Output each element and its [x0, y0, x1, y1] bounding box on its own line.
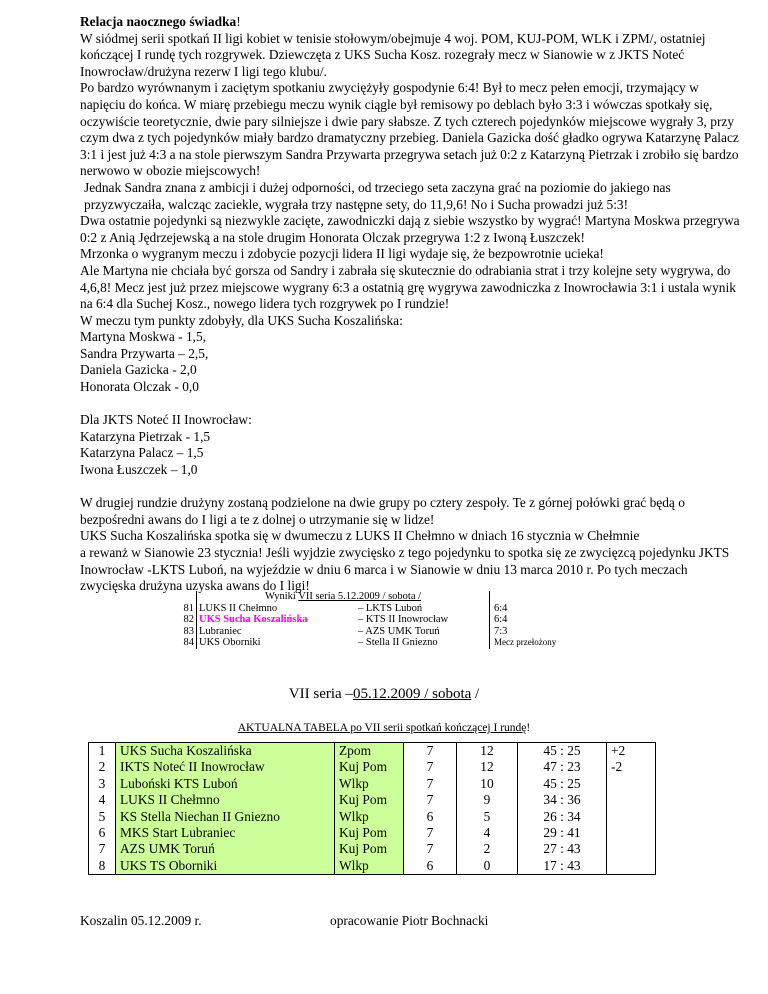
- match-score: 7:3: [490, 626, 577, 638]
- standings-position: 5: [89, 809, 116, 825]
- match-number: 84: [172, 637, 197, 649]
- home-points-title: W meczu tym punkty zdobyły, dla UKS Sucha Koszalińska:: [80, 312, 403, 328]
- standings-sets: 45 : 25: [518, 743, 607, 760]
- away-player-points: Katarzyna Palacz – 1,5: [80, 445, 204, 461]
- match-score: 6:4: [490, 603, 577, 615]
- standings-diff: [607, 776, 656, 792]
- standings-diff: [607, 825, 656, 841]
- standings-team: IKTS Noteć II Inowrocław: [116, 759, 335, 775]
- standings-position: 3: [89, 776, 116, 792]
- away-team: – LKTS Luboń: [358, 602, 423, 614]
- away-team: – KTS II Inowrocław: [358, 614, 449, 626]
- home-player-points: Martyna Moskwa - 1,5,: [80, 329, 207, 345]
- report-paragraph-2: Po bardzo wyrównanym i zaciętym spotkaniu zwyciężyły gospodynie 6:4! Był to mecz pełen emocji, trzymający w napięciu do końca. W miarę przebiegu meczu wynik ciągle był remisowy po deblach było 3:3 i wówczas spotkały się, oczywiście teoretycznie, dwie pary silniejsze i dwie pary słabsze. Z tych czterech pojedynków miejscowe wygrały 3, przy czym dwa z tych pojedynków miały bardzo dramatyczny przebieg. Daniela Gazicka dość gładko ogrywa Katarzynę Palacz 3:1 i jest już 4:3 a na stole pierwszym Sandra Przywarta przegrywa setach już 0:2 z Katarzyną Pietrzak i zrobiło się bardzo nerwowo w obozie miejscowych!: [80, 80, 739, 179]
- home-player-points: Honorata Olczak - 0,0: [80, 379, 199, 395]
- home-player-points: Daniela Gazicka - 2,0: [80, 362, 197, 378]
- match-score: Mecz przełożony: [490, 637, 577, 649]
- standings-row: [89, 776, 656, 792]
- standings-diff: -2: [607, 759, 656, 775]
- results-table: [172, 591, 576, 649]
- standings-region: Zpom: [335, 743, 404, 760]
- standings-row: [89, 809, 656, 825]
- home-points-section: [80, 313, 740, 396]
- away-points-section: [80, 412, 740, 478]
- standings-row: [89, 825, 656, 841]
- author: opracowanie Piotr Bochnacki: [330, 913, 489, 928]
- report-heading-line: [80, 14, 740, 31]
- results-box: [172, 591, 576, 647]
- standings-diff: +2: [607, 743, 656, 760]
- standings-diff: [607, 858, 656, 875]
- match-number: 82: [172, 614, 197, 626]
- standings-sets: 47 : 23: [518, 759, 607, 775]
- second-round-paragraph-3: a rewanż w Sianowie 23 stycznia! Jeśli wyjdzie zwycięsko z tego pojedynku to spotka się ze zwycięzcą pojedynku JKTS Inowrocław -LKTS Luboń, na wyjeździe w dniu 6 marca i w Sianowie w dniu 13 marca 2010 r. Po tych meczach zwycięska drużyna uzyska awans do I ligi!: [80, 545, 730, 594]
- standings-diff: [607, 809, 656, 825]
- report-heading: Relacja naocznego świadka: [80, 14, 237, 29]
- standings-position: 7: [89, 841, 116, 857]
- standings-games: 7: [404, 759, 457, 775]
- standings-region: Kuj Pom: [335, 792, 404, 808]
- standings-points: 0: [457, 858, 518, 875]
- series-heading: VII seria –05.12.2009 / sobota /: [288, 686, 480, 702]
- standings-region: Kuj Pom: [335, 825, 404, 841]
- second-round-paragraph-2: UKS Sucha Koszalińska spotka się w dwumeczu z LUKS II Chełmno w dniach 16 stycznia w Chełmnie: [80, 528, 640, 544]
- standings-points: 2: [457, 841, 518, 857]
- standings-sets: 26 : 34: [518, 809, 607, 825]
- home-team: LUKS II Chełmno: [199, 602, 278, 614]
- home-team-highlighted: UKS Sucha Koszalińska: [199, 614, 308, 626]
- standings-table: [88, 742, 656, 875]
- standings-games: 6: [404, 858, 457, 875]
- standings-region: Wlkp: [335, 858, 404, 875]
- series-date: 05.12.2009 / sobota: [352, 686, 472, 702]
- standings-team: UKS TS Oborniki: [116, 858, 335, 875]
- place-date: Koszalin 05.12.2009 r.: [80, 913, 202, 928]
- standings-sets: 17 : 43: [518, 858, 607, 875]
- match-score: 6:4: [490, 614, 577, 626]
- standings-points: 5: [457, 809, 518, 825]
- standings-games: 7: [404, 792, 457, 808]
- result-row: [172, 603, 576, 615]
- results-caption-date: VII seria 5.12.2009 / sobota /: [298, 591, 422, 602]
- home-team: Lubraniec: [199, 625, 242, 637]
- report-paragraph-6: Ale Martyna nie chciała być gorsza od Sandry i zabrała się skutecznie do odrabiania strat i trzy kolejne sety wygrywa, do 4,6,8! Mecz jest już przez miejscowe wygrany 6:3 a ostatnią grę wygrywa zawodniczka z Inowrocławia 3:1 i ustala wynik na 6:4 dla Suchej Kosz., nowego lidera tych rozgrywek po I rundzie!: [80, 262, 736, 312]
- standings-caption: AKTUALNA TABELA po VII serii spotkań kończącej I rundę!: [237, 722, 531, 734]
- standings-team: UKS Sucha Koszalińska: [116, 743, 335, 760]
- home-team: UKS Oborniki: [199, 637, 261, 649]
- standings-position: 1: [89, 743, 116, 760]
- standings-row: [89, 841, 656, 857]
- standings-team: AZS UMK Toruń: [116, 841, 335, 857]
- standings-games: 7: [404, 743, 457, 760]
- standings-games: 6: [404, 809, 457, 825]
- standings-sets: 27 : 43: [518, 841, 607, 857]
- standings-points: 10: [457, 776, 518, 792]
- standings-region: Kuj Pom: [335, 841, 404, 857]
- standings-points: 12: [457, 759, 518, 775]
- away-team: – Stella II Gniezno: [358, 637, 438, 649]
- standings-row: [89, 858, 656, 875]
- standings-diff: [607, 841, 656, 857]
- report-paragraph-1: W siódmej serii spotkań II ligi kobiet w tenisie stołowym/obejmuje 4 woj. POM, KUJ-POM, WLK i ZPM/, ostatniej kończącej I rundę tych rozgrywek. Dziewczęta z UKS Sucha Kosz. rozegrały mecz w Sianowie w z JKTS Noteć Inowrocław/drużyna rezerw I ligi tego klubu/.: [80, 30, 706, 79]
- standings-sets: 29 : 41: [518, 825, 607, 841]
- standings-games: 7: [404, 825, 457, 841]
- standings-region: Wlkp: [335, 809, 404, 825]
- standings-points: 12: [457, 743, 518, 760]
- second-round-paragraph-1: W drugiej rundzie drużyny zostaną podzielone na dwie grupy po cztery zespoły. Te z górnej połówki grać będą o bezpośredni awans do I ligi a te z dolnej o utrzymanie się w lidze!: [80, 495, 685, 527]
- away-points-title: Dla JKTS Noteć II Inowrocław:: [80, 412, 252, 428]
- report-heading-tail: !: [236, 14, 241, 29]
- report-paragraph-4: Dwa ostatnie pojedynki są niezwykle zacięte, zawodniczki dają z siebie wszystko by wygrać! Martyna Moskwa przegrywa 0:2 z Anią Jędrzejewską a na stole drugim Honorata Olczak przegrywa 1:2 z Iwoną Łuszczek!: [80, 213, 740, 245]
- standings-row: [89, 792, 656, 808]
- report-paragraph-3: Jednak Sandra znana z ambicji i dużej odporności, od trzeciego seta zaczyna grać na poziomie do jakiego nas przyzwyczaiła, walcząc zaciekle, wygrała trzy następne sety, do 11,9,6! No i Sucha prowadzi już 5:3!: [84, 179, 671, 212]
- standings-team: MKS Start Lubraniec: [116, 825, 335, 841]
- standings-sets: 34 : 36: [518, 792, 607, 808]
- results-caption: Wyniki VII seria 5.12.2009 / sobota /: [264, 591, 422, 602]
- standings-region: Kuj Pom: [335, 759, 404, 775]
- standings-position: 2: [89, 759, 116, 775]
- standings-team: Luboński KTS Luboń: [116, 776, 335, 792]
- away-team: – AZS UMK Toruń: [358, 625, 440, 637]
- standings-row: [89, 759, 656, 775]
- standings-games: 7: [404, 776, 457, 792]
- report-paragraph-5: Mrzonka o wygranym meczu i zdobycie pozycji lidera II ligi wydaje się, że bezpowrotnie ucieka!: [80, 246, 604, 262]
- match-number: 81: [172, 603, 197, 615]
- standings-games: 7: [404, 841, 457, 857]
- match-number: 83: [172, 626, 197, 638]
- result-row: [172, 614, 576, 626]
- standings-row: [89, 743, 656, 760]
- away-player-points: Katarzyna Pietrzak - 1,5: [80, 428, 211, 444]
- away-player-points: Iwona Łuszczek – 1,0: [80, 462, 198, 478]
- home-player-points: Sandra Przywarta – 2,5,: [80, 345, 209, 361]
- result-row: [172, 637, 576, 649]
- standings-sets: 45 : 25: [518, 776, 607, 792]
- standings-diff: [607, 792, 656, 808]
- standings-team: KS Stella Niechan II Gniezno: [116, 809, 335, 825]
- standings-points: 4: [457, 825, 518, 841]
- report-body: [80, 14, 740, 595]
- standings-points: 9: [457, 792, 518, 808]
- standings-position: 8: [89, 858, 116, 875]
- standings-team: LUKS II Chełmno: [116, 792, 335, 808]
- result-row: [172, 626, 576, 638]
- standings-region: Wlkp: [335, 776, 404, 792]
- standings-position: 6: [89, 825, 116, 841]
- standings-position: 4: [89, 792, 116, 808]
